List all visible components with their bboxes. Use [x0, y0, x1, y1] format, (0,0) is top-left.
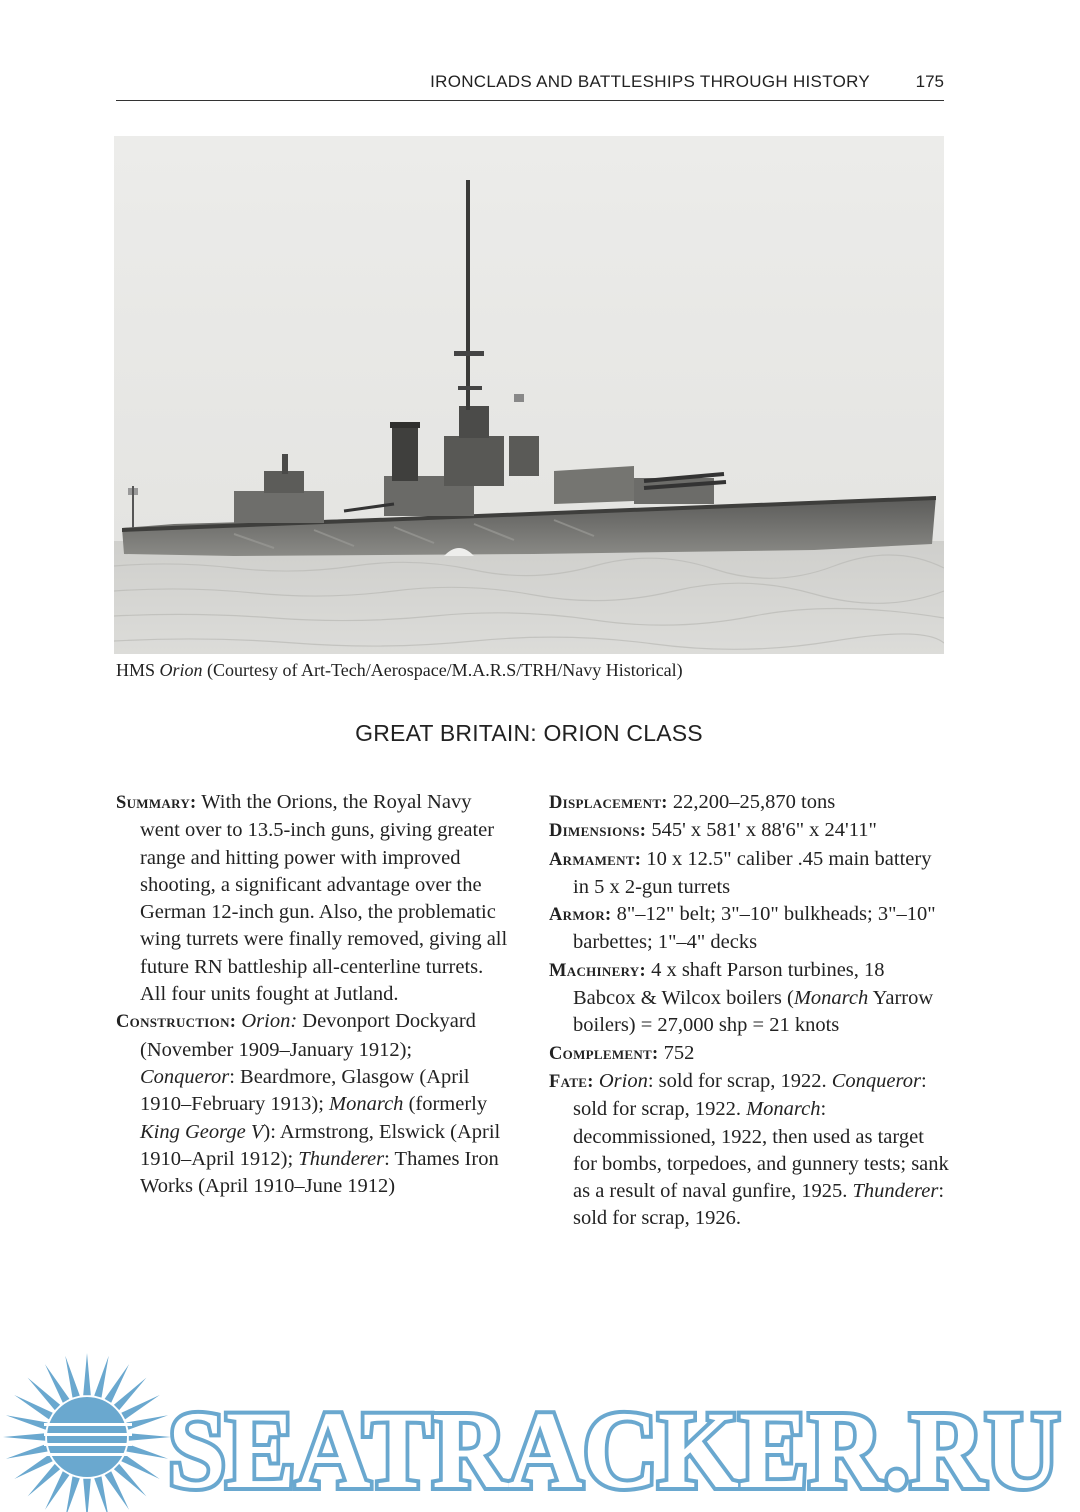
caption-credit: (Courtesy of Art-Tech/Aerospace/M.A.R.S/TRH/Navy Historical) [202, 660, 683, 680]
construction-entry [116, 1008, 508, 1200]
fate-text-2: : sold for scrap, 1922. [573, 1069, 927, 1121]
armament-entry [549, 846, 949, 902]
seatracker-watermark [0, 1345, 1080, 1512]
construction-ship-1: Orion: [241, 1010, 298, 1033]
sun-ray [94, 1356, 109, 1398]
sun-ray [6, 1415, 48, 1430]
complement-text: 752 [658, 1041, 695, 1064]
displacement-label: Displacement: [549, 793, 668, 813]
right-column [549, 789, 949, 1233]
machinery-text-2: Yarrow boilers) = 27,000 shp = 21 knots [573, 987, 934, 1037]
page-number: 175 [915, 72, 944, 91]
displacement-text: 22,200–25,870 tons [667, 791, 836, 813]
armor-text: 8"–12" belt; 3"–10" bulkheads; 3"–10" barbettes; 1"–4" decks [573, 903, 936, 954]
construction-text-3: (formerly [403, 1093, 488, 1116]
sun-ray [129, 1433, 171, 1441]
armor-entry [549, 901, 949, 957]
section-heading: GREAT BRITAIN: ORION CLASS [355, 720, 703, 746]
left-column [116, 789, 508, 1200]
construction-ship-3: Monarch [329, 1093, 404, 1116]
construction-ship-2: Conqueror [140, 1065, 230, 1088]
complement-entry [549, 1040, 949, 1068]
fate-label: Fate: [549, 1071, 594, 1092]
battleship-photo-illustration [114, 136, 944, 654]
sun-ray [83, 1353, 91, 1395]
construction-text-4: ): Armstrong, Elswick (April 1910–April 1912); [140, 1120, 501, 1170]
construction-text-5: : Thames Iron Works (April 1910–June 1912) [140, 1147, 499, 1198]
running-header [116, 72, 944, 101]
fate-text-4: : sold for scrap, 1926. [573, 1180, 945, 1230]
sun-logo-icon [3, 1353, 171, 1512]
watermark-text: SEATRACKER.RU [168, 1389, 1060, 1511]
fate-ship-4: Thunderer [852, 1180, 939, 1203]
fate-ship-3: Monarch [746, 1098, 821, 1121]
fate-text-3: : decommissioned, 1922, then used as target for bombs, torpedoes, and gunnery tests; sank as a result of naval gunfire, 1925. [573, 1098, 949, 1203]
machinery-text-1: 4 x shaft Parson turbines, 18 Babcox & Wilcox boilers ( [573, 958, 885, 1010]
sun-ray [65, 1356, 80, 1398]
fate-ship-1: Orion [598, 1069, 648, 1092]
sun-ray [6, 1444, 48, 1459]
caption-prefix: HMS [116, 660, 160, 680]
machinery-ship: Monarch [793, 987, 869, 1010]
sun-disc [47, 1397, 127, 1477]
sun-ray [94, 1476, 109, 1512]
armament-text: 10 x 12.5" caliber .45 main battery in 5 x 2-gun turrets [573, 847, 932, 898]
machinery-label: Machinery: [549, 960, 646, 981]
caption-ship-name: Orion [159, 660, 203, 680]
fate-text-1: : sold for scrap, 1922. [647, 1069, 832, 1092]
fate-entry [549, 1068, 949, 1233]
dimensions-text: 545' x 581' x 88'6" x 24'11" [646, 819, 877, 842]
sun-ray [126, 1415, 168, 1430]
summary-label: Summary: [116, 793, 197, 813]
sun-ray [83, 1479, 91, 1512]
construction-text-1: Devonport Dockyard (November 1909–January 1912); [140, 1010, 476, 1061]
fate-ship-2: Conqueror [831, 1069, 921, 1092]
construction-ship-4: King George V [140, 1120, 264, 1143]
armament-label: Armament: [549, 849, 642, 870]
ship-photo [114, 136, 944, 654]
summary-entry [116, 789, 508, 1008]
construction-label: Construction: [116, 1012, 237, 1033]
displacement-entry [549, 789, 949, 817]
construction-ship-5: Thunderer [298, 1147, 385, 1170]
summary-text: With the Orions, the Royal Navy went over to 13.5-inch guns, giving greater range and hitting power with improved shooting, a significant advantage over the German 12-inch gun. Also, the problematic wing turrets were finally removed, giving all future RN battleship all-centerline turrets. All four units fought at Jutland. [140, 791, 508, 1006]
sun-ray [3, 1433, 45, 1441]
running-title: IRONCLADS AND BATTLESHIPS THROUGH HISTORY [430, 72, 870, 91]
machinery-entry [549, 957, 949, 1040]
dimensions-label: Dimensions: [549, 821, 647, 842]
complement-label: Complement: [549, 1043, 659, 1064]
figure-caption [116, 660, 944, 681]
sun-ray [126, 1444, 168, 1459]
armor-label: Armor: [549, 905, 612, 926]
construction-text-2: : Beardmore, Glasgow (April 1910–February 1913); [140, 1065, 470, 1116]
dimensions-entry [549, 817, 949, 845]
sun-ray [65, 1476, 80, 1512]
